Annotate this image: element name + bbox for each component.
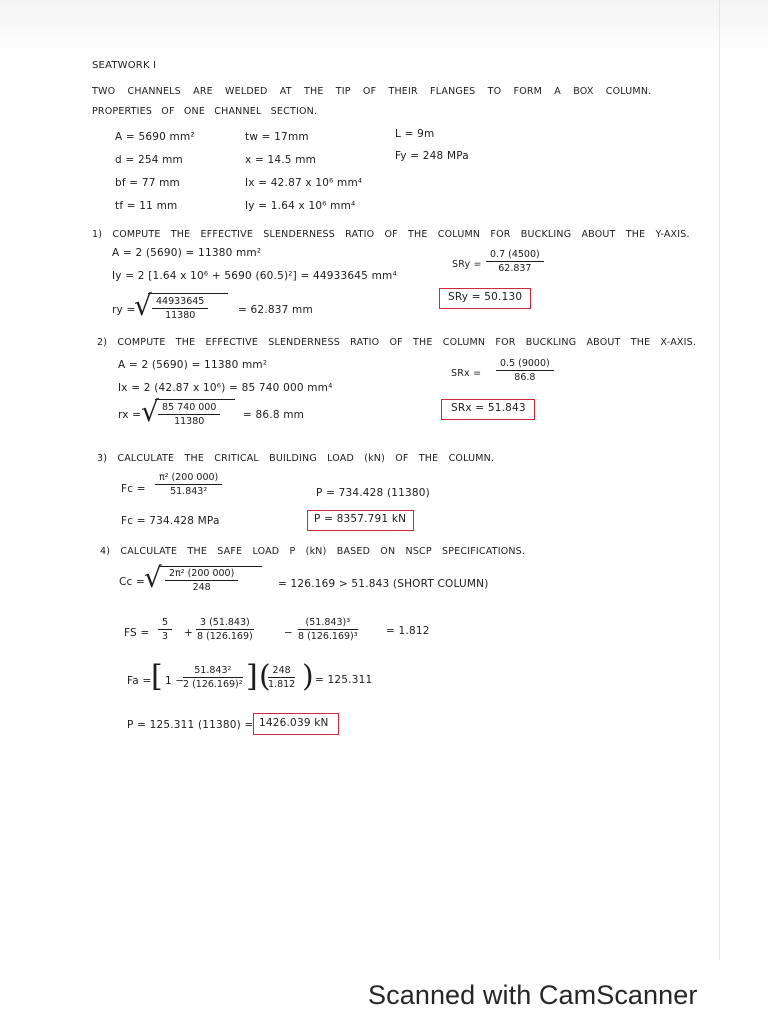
right-bracket: ] — [246, 659, 258, 694]
q1-sr-num: 0.7 (4500) — [486, 249, 544, 262]
prop-length: L = 9m — [395, 128, 435, 140]
q3-fc-den: 51.843² — [170, 486, 208, 497]
intro-line-1: TWO CHANNELS ARE WELDED AT THE TIP OF THEIR FLANGES TO FORM A BOX COLUMN. — [92, 86, 652, 97]
scanner-watermark: Scanned with CamScanner — [368, 980, 698, 1010]
q4-fa-label: Fa = — [127, 675, 152, 687]
q4-fs-term1-num: 5 — [158, 617, 172, 630]
q1-ry-den: 11380 — [165, 310, 196, 321]
prop-depth: d = 254 mm — [115, 154, 183, 166]
right-paren: ) — [302, 659, 314, 694]
q4-cc-fraction — [165, 568, 238, 593]
q4-fs-term2 — [196, 617, 254, 642]
q4-fa-result: = 125.311 — [315, 674, 373, 686]
q1-sr-den: 62.837 — [498, 263, 532, 274]
q4-fs-term3 — [298, 617, 358, 642]
q4-fa-ratio — [268, 665, 295, 690]
q4-fs-plus: + — [184, 627, 193, 639]
q3-heading: 3) CALCULATE THE CRITICAL BUILDING LOAD (kN) OF THE COLUMN. — [97, 453, 495, 464]
q4-fs-term2-den: 8 (126.169) — [196, 631, 253, 642]
q2-rx-label: rx = — [118, 409, 142, 421]
q2-sr-fraction — [496, 358, 554, 383]
q2-answer: SRx = 51.843 — [451, 402, 526, 414]
q1-iy: Iy = 2 [1.64 x 10⁶ + 5690 (60.5)²] = 44933645 mm⁴ — [112, 270, 397, 282]
q3-fc-label: Fc = — [121, 483, 146, 495]
q4-fs-result: = 1.812 — [386, 625, 430, 637]
q4-fs-minus: − — [284, 627, 293, 639]
q2-rx-result: = 86.8 mm — [243, 409, 305, 421]
q4-fs-term1-den: 3 — [162, 631, 169, 642]
q1-ry-num: 44933645 — [152, 296, 208, 309]
q4-cc-num: 2π² (200 000) — [165, 568, 238, 581]
q2-heading: 2) COMPUTE THE EFFECTIVE SLENDERNESS RATIO OF THE COLUMN FOR BUCKLING ABOUT THE X-AXIS. — [97, 337, 697, 348]
left-bracket: [ — [151, 659, 163, 694]
q4-fa-den: 2 (126.169)² — [183, 679, 243, 690]
q4-answer: 1426.039 kN — [259, 717, 329, 729]
q2-sr-den: 86.8 — [514, 372, 536, 383]
prop-area: A = 5690 mm² — [115, 131, 195, 143]
q2-rx-den: 11380 — [174, 416, 205, 427]
q4-p-calc: P = 125.311 (11380) = — [127, 719, 254, 731]
q1-answer: SRy = 50.130 — [448, 291, 523, 303]
q4-fs-term3-num: (51.843)³ — [298, 617, 358, 630]
q4-fa-one: 1 − — [165, 675, 185, 687]
q1-ry-label: ry = — [112, 304, 136, 316]
q3-fc-value: Fc = 734.428 MPa — [121, 515, 220, 527]
q3-p-calc: P = 734.428 (11380) — [316, 487, 430, 499]
q1-sr-label: SRy = — [452, 259, 482, 270]
worksheet-title: SEATWORK I — [92, 60, 157, 71]
q4-heading: 4) CALCULATE THE SAFE LOAD P (kN) BASED ON NSCP SPECIFICATIONS. — [100, 546, 526, 557]
q4-fa-ratio-num: 248 — [268, 665, 295, 678]
q3-fc-fraction — [155, 472, 222, 497]
q4-cc-label: Cc = — [119, 576, 146, 588]
prop-web-thickness: tw = 17mm — [245, 131, 309, 143]
q1-area: A = 2 (5690) = 11380 mm² — [112, 247, 262, 259]
left-paren: ( — [259, 659, 271, 694]
q2-rx-num: 85 740 000 — [158, 402, 220, 415]
prop-yield: Fy = 248 MPa — [395, 150, 469, 162]
q4-fa-fraction — [183, 665, 243, 690]
sqrt-symbol: √ — [144, 561, 162, 594]
prop-ix: Ix = 42.87 x 10⁶ mm⁴ — [245, 177, 363, 189]
q4-fs-term3-den: 8 (126.169)³ — [298, 631, 358, 642]
q4-fa-ratio-den: 1.812 — [268, 679, 296, 690]
sqrt-bar — [155, 399, 235, 400]
q3-fc-num: π² (200 000) — [155, 472, 222, 485]
sqrt-bar — [160, 566, 262, 567]
intro-line-2: PROPERTIES OF ONE CHANNEL SECTION. — [92, 106, 318, 117]
paper-edge — [719, 0, 720, 960]
prop-flange-width: bf = 77 mm — [115, 177, 180, 189]
sqrt-symbol: √ — [134, 289, 152, 322]
q1-ry-fraction — [152, 296, 208, 321]
scan-shadow — [0, 0, 768, 60]
q2-sr-num: 0.5 (9000) — [496, 358, 554, 371]
prop-centroid-x: x = 14.5 mm — [245, 154, 317, 166]
q1-sr-fraction — [486, 249, 544, 274]
q4-fs-term1 — [158, 617, 172, 642]
q1-heading: 1) COMPUTE THE EFFECTIVE SLENDERNESS RATIO OF THE COLUMN FOR BUCKLING ABOUT THE Y-AXIS. — [92, 229, 690, 240]
prop-flange-thickness: tf = 11 mm — [115, 200, 178, 212]
sqrt-bar — [148, 293, 228, 294]
q4-cc-den: 248 — [192, 582, 211, 593]
sqrt-symbol: √ — [141, 395, 159, 428]
q4-cc-result: = 126.169 > 51.843 (SHORT COLUMN) — [278, 578, 489, 590]
q3-answer: P = 8357.791 kN — [314, 513, 407, 525]
q4-fs-label: FS = — [124, 627, 150, 639]
q4-fa-num: 51.843² — [183, 665, 243, 678]
q2-rx-fraction — [158, 402, 220, 427]
q2-ix: Ix = 2 (42.87 x 10⁶) = 85 740 000 mm⁴ — [118, 382, 333, 394]
q1-ry-result: = 62.837 mm — [238, 304, 313, 316]
q4-fs-term2-num: 3 (51.843) — [196, 617, 254, 630]
q2-area: A = 2 (5690) = 11380 mm² — [118, 359, 268, 371]
q2-sr-label: SRx = — [451, 368, 482, 379]
prop-iy: Iy = 1.64 x 10⁶ mm⁴ — [245, 200, 356, 212]
